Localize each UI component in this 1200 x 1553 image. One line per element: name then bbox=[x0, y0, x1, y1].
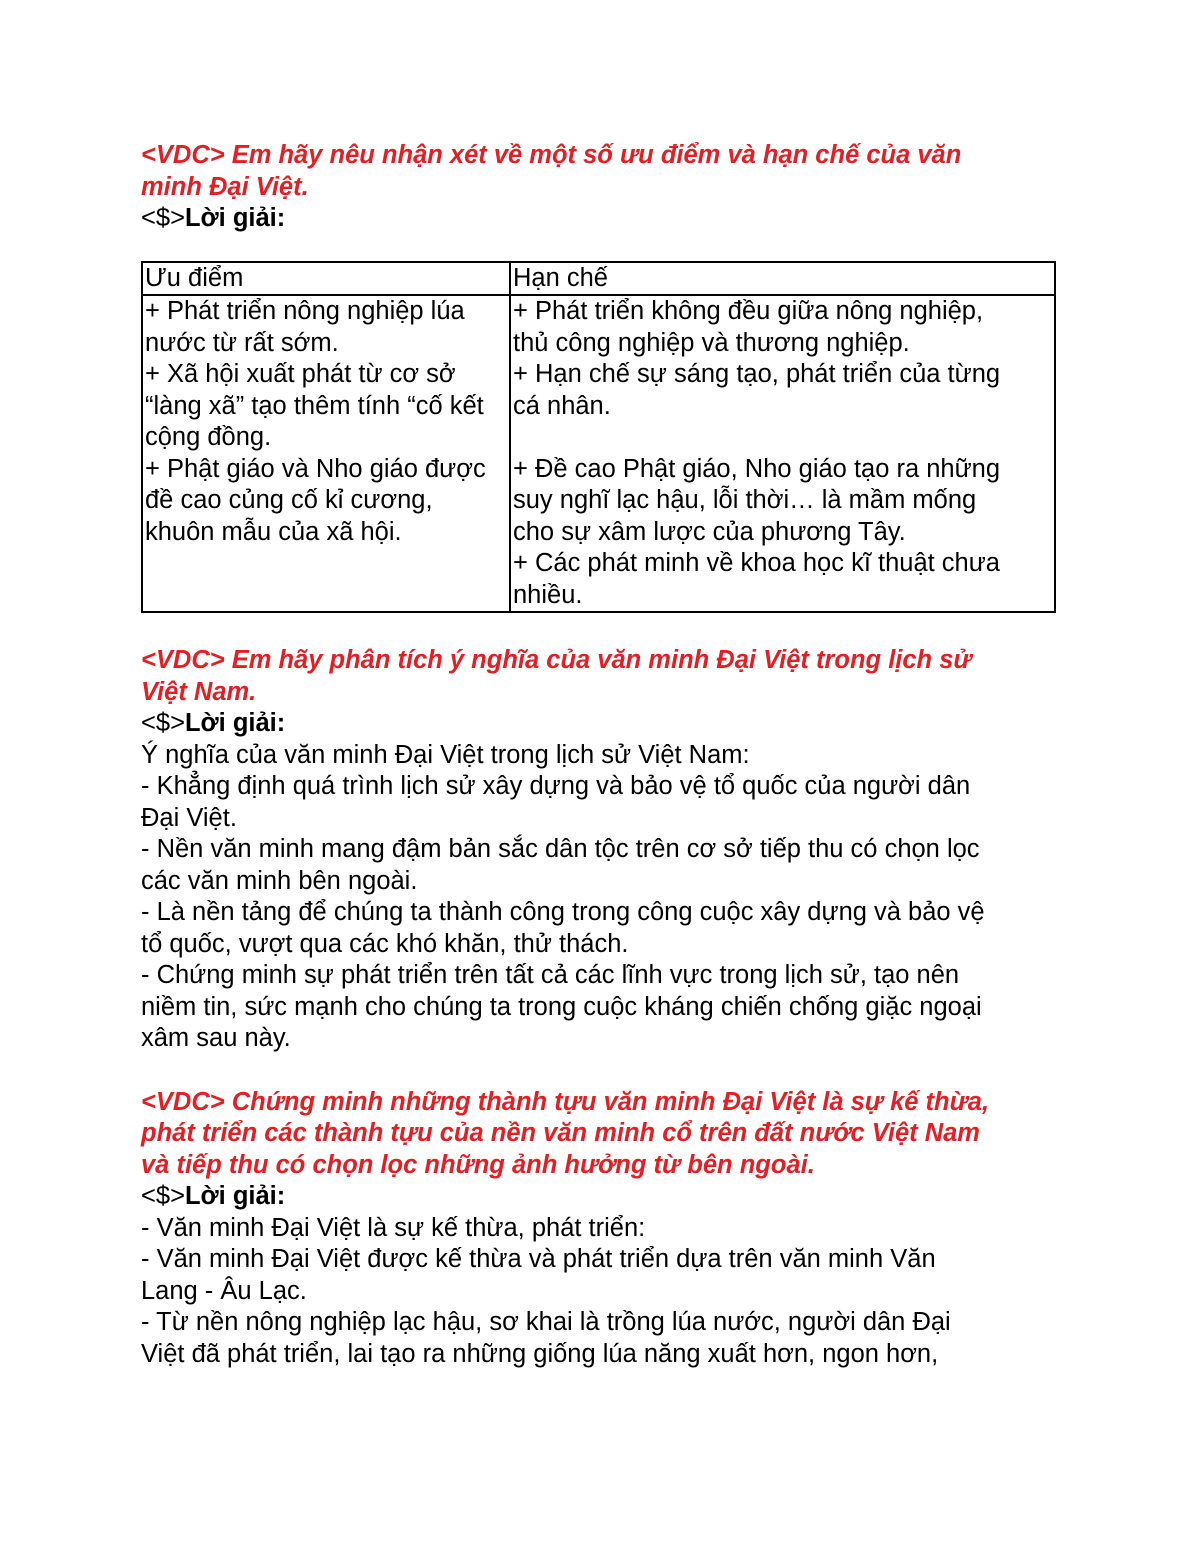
limitations-cell bbox=[510, 295, 1055, 612]
limitation-line: + Đề cao Phật giáo, Nho giáo tạo ra những bbox=[513, 454, 1001, 483]
answer-label-1 bbox=[141, 203, 1056, 235]
answer-prefix: <$> bbox=[141, 204, 185, 232]
advantage-line: + Phật giáo và Nho giáo được bbox=[145, 454, 486, 483]
limitation-line: + Hạn chế sự sáng tạo, phát triển của từng bbox=[513, 360, 1001, 388]
section-3 bbox=[141, 1087, 1056, 1371]
answer-prefix: <$> bbox=[141, 1182, 185, 1210]
table-row bbox=[142, 295, 1055, 612]
question-2-line-1: <VDC> Em hãy phân tích ý nghĩa của văn minh Đại Việt trong lịch sử bbox=[141, 646, 972, 674]
answer-prefix: <$> bbox=[141, 709, 185, 737]
blank-line bbox=[513, 422, 1052, 454]
body-line: - Văn minh Đại Việt được kế thừa và phát triển dựa trên văn minh Văn bbox=[141, 1245, 936, 1273]
advantage-line: + Xã hội xuất phát từ cơ sở bbox=[145, 360, 456, 388]
body-line: niềm tin, sức mạnh cho chúng ta trong cuộc kháng chiến chống giặc ngoại bbox=[141, 992, 982, 1021]
limitation-line: cho sự xâm lược của phương Tây. bbox=[513, 517, 906, 546]
question-3-line-2: phát triển các thành tựu của nền văn minh cổ trên đất nước Việt Nam bbox=[141, 1119, 980, 1147]
advantage-line: + Phát triển nông nghiệp lúa bbox=[145, 297, 465, 325]
table-header-limitations: Hạn chế bbox=[510, 262, 1055, 296]
body-line: tổ quốc, vượt qua các khó khăn, thử thách. bbox=[141, 929, 629, 958]
body-line: Ý nghĩa của văn minh Đại Việt trong lịch sử Việt Nam: bbox=[141, 740, 750, 769]
limitation-line: cá nhân. bbox=[513, 391, 611, 420]
section-2 bbox=[141, 645, 1056, 1055]
answer-label-3 bbox=[141, 1181, 1056, 1213]
advantage-line: nước từ rất sớm. bbox=[145, 328, 339, 357]
answer-label-text: Lời giải: bbox=[184, 204, 286, 232]
question-1-line-2: minh Đại Việt. bbox=[141, 172, 309, 201]
limitation-line: suy nghĩ lạc hậu, lỗi thời… là mầm mống bbox=[513, 486, 977, 514]
body-line: các văn minh bên ngoài. bbox=[141, 866, 418, 895]
advantage-line: cộng đồng. bbox=[145, 423, 272, 451]
body-line: Việt đã phát triển, lai tạo ra những giống lúa năng xuất hơn, ngon hơn, bbox=[141, 1339, 939, 1368]
body-line: - Là nền tảng để chúng ta thành công trong công cuộc xây dựng và bảo vệ bbox=[141, 898, 985, 926]
body-line: - Khẳng định quá trình lịch sử xây dựng và bảo vệ tổ quốc của người dân bbox=[141, 772, 971, 800]
advantage-line: khuôn mẫu của xã hội. bbox=[145, 517, 402, 546]
limitation-line: + Phát triển không đều giữa nông nghiệp, bbox=[513, 297, 984, 325]
body-line: - Nền văn minh mang đậm bản sắc dân tộc trên cơ sở tiếp thu có chọn lọc bbox=[141, 835, 980, 863]
limitation-line: nhiều. bbox=[513, 580, 583, 609]
advantage-line: “làng xã” tạo thêm tính “cố kết bbox=[145, 391, 484, 420]
comparison-table bbox=[141, 261, 1056, 614]
question-3-line-1: <VDC> Chứng minh những thành tựu văn minh Đại Việt là sự kế thừa, bbox=[141, 1087, 990, 1116]
limitation-line: + Các phát minh về khoa học kĩ thuật chưa bbox=[513, 549, 1000, 577]
answer-label-text: Lời giải: bbox=[184, 709, 286, 737]
question-3-line-3: và tiếp thu có chọn lọc những ảnh hưởng từ bên ngoài. bbox=[141, 1150, 815, 1179]
body-line: - Chứng minh sự phát triển trên tất cả các lĩnh vực trong lịch sử, tạo nên bbox=[141, 961, 960, 989]
question-1-line-1: <VDC> Em hãy nêu nhận xét về một số ưu điểm và hạn chế của văn bbox=[141, 141, 962, 169]
answer-label-2 bbox=[141, 708, 1056, 740]
limitation-line: thủ công nghiệp và thương nghiệp. bbox=[513, 328, 910, 357]
body-line: Đại Việt. bbox=[141, 803, 237, 832]
body-line: xâm sau này. bbox=[141, 1024, 291, 1052]
table-header-advantages: Ưu điểm bbox=[142, 262, 510, 296]
body-line: - Văn minh Đại Việt là sự kế thừa, phát triển: bbox=[141, 1213, 646, 1242]
body-line: Lang - Âu Lạc. bbox=[141, 1276, 307, 1305]
question-2-line-2: Việt Nam. bbox=[141, 677, 257, 706]
document-page bbox=[141, 140, 1056, 1370]
advantage-line: đề cao củng cố kỉ cương, bbox=[145, 486, 433, 514]
section-1 bbox=[141, 140, 1056, 613]
table-header-row bbox=[142, 262, 1055, 296]
advantages-cell bbox=[142, 295, 510, 612]
answer-label-text: Lời giải: bbox=[184, 1182, 286, 1210]
body-line: - Từ nền nông nghiệp lạc hậu, sơ khai là trồng lúa nước, người dân Đại bbox=[141, 1308, 951, 1336]
